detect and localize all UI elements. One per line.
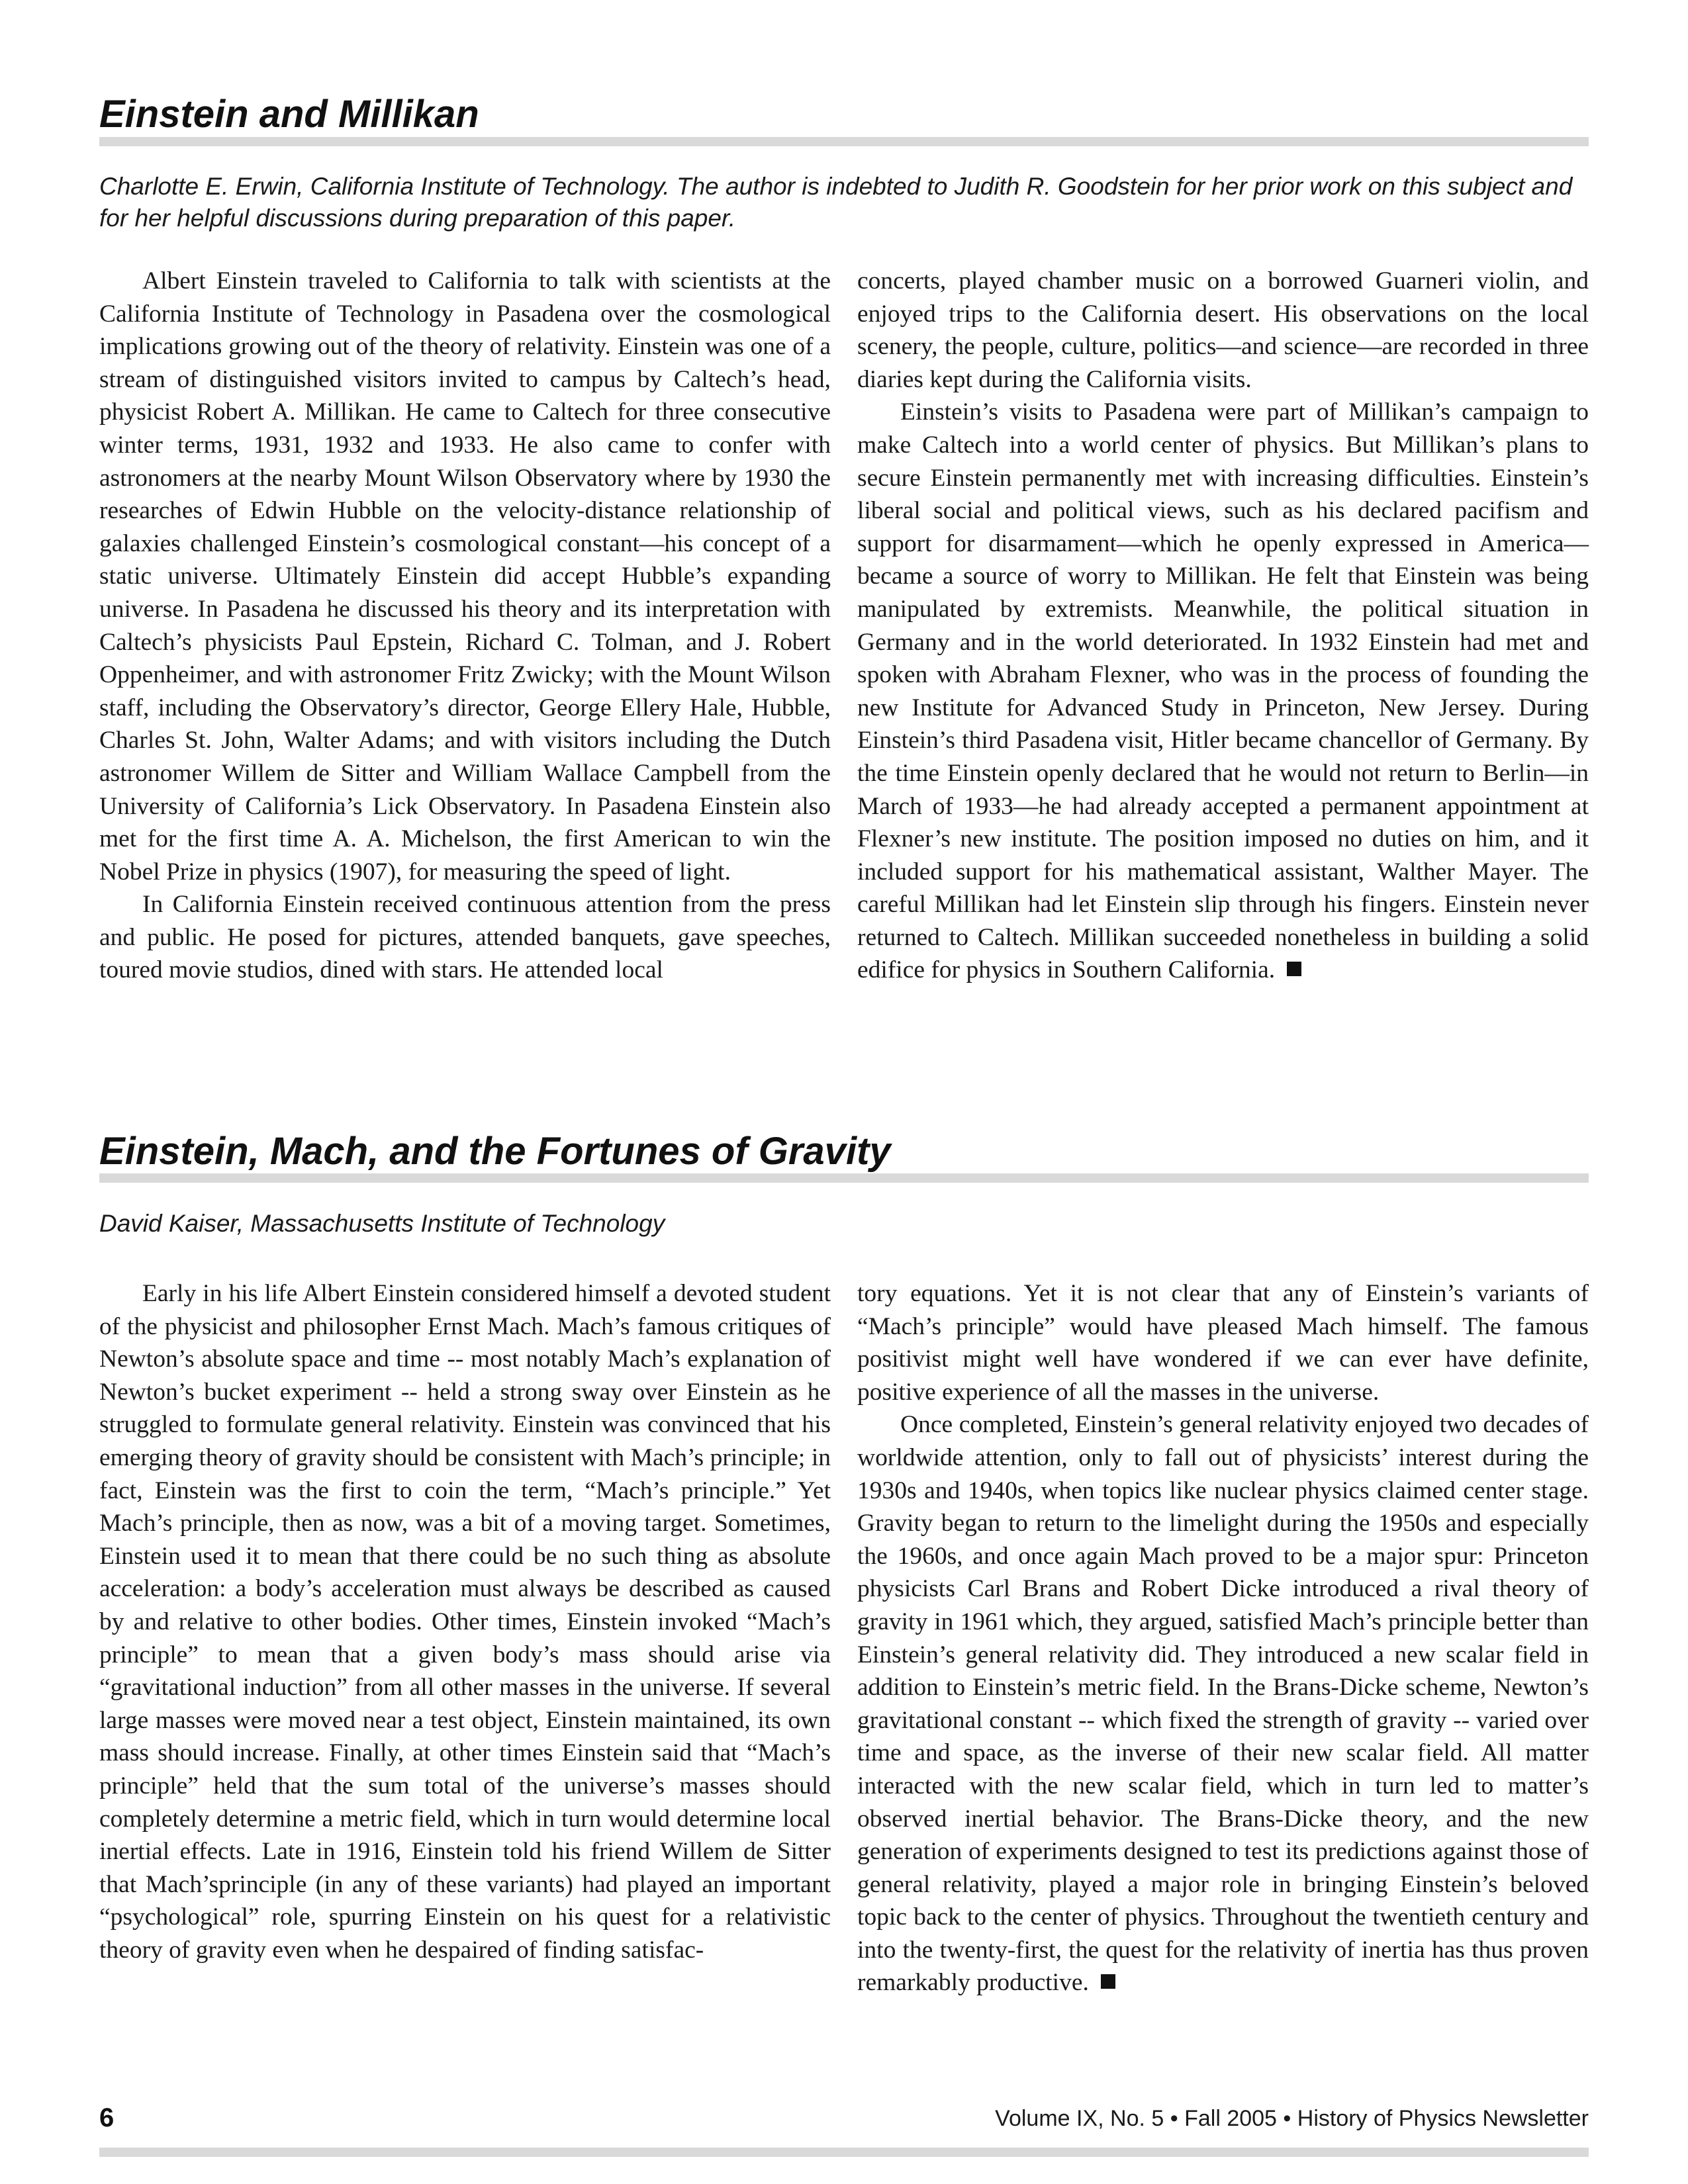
paragraph-last	[857, 1408, 1589, 1999]
article-title: Einstein, Mach, and the Fortunes of Gravity	[99, 1130, 891, 1173]
paragraph-text: Once completed, Einstein’s general relativity enjoyed two decades of worldwide attention, only to fall out of physicists’ interest during the 1930s and 1940s, when topics like nuclear physics claimed center stage. Gravity began to return to the limelight during the 1950s and especially the 1960s, and once again Mach proved to be a major spur: Princeton physicists Carl Brans and Robert Dicke introduced a rival theory of gravity in 1961 which, they argued, satisfied Mach’s principle better than Einstein’s general relativity did. They introduced a new scalar field in addition to Einstein’s metric field. In the Brans-Dicke scheme, Newton’s gravitational constant -- which fixed the strength of gravity -- varied over time and space, as the inverse of their new scalar field. All matter interacted with the new scalar field, which in turn led to matter’s observed inertial behavior. The Brans-Dicke theory, and the new generation of experiments designed to test its predictions against those of general relativity, played a major role in bringing Einstein’s beloved topic back to the center of physics. Throughout the twentieth century and into the twenty-first, the quest for the relativity of inertia has thus proven remarkably productive.	[857, 1411, 1589, 1997]
paragraph: In California Einstein received continuous attention from the press and public. He posed for pictures, attended banquets, gave speeches, toured movie studios, dined with stars. He attended local	[99, 891, 831, 984]
article-title: Einstein and Millikan	[99, 93, 479, 136]
article-byline: Charlotte E. Erwin, California Institute of Technology. The author is indebted to Judith R. Goodstein for her prior work on this subject and for her helpful discussions during preparation of this paper.	[99, 173, 1573, 232]
footer-rule	[99, 2148, 1589, 2157]
title-rule	[99, 137, 1589, 146]
paragraph: tory equations. Yet it is not clear that any of Einstein’s variants of “Mach’s principle” would have pleased Mach himself. The famous positivist might well have wondered if we can ever have definite, positive experience of all the masses in the universe.	[857, 1280, 1589, 1406]
end-of-article-mark	[1101, 1974, 1115, 1989]
article-left-column	[99, 265, 831, 987]
article-right-column	[857, 1277, 1589, 1999]
page-number: 6	[99, 2103, 115, 2132]
article-right-column	[857, 265, 1589, 987]
title-rule	[99, 1173, 1589, 1183]
paragraph: Albert Einstein traveled to California to talk with scientists at the California Institute of Technology in Pasadena over the cosmological implications growing out of the theory of relativity. Einstein was one of a stream of distinguished visitors invited to campus by Caltech’s head, physicist Robert A. Millikan. He came to Caltech for three consecutive winter terms, 1931, 1932 and 1933. He also came to confer with astronomers at the nearby Mount Wilson Observatory where by 1930 the researches of Edwin Hubble on the velocity-distance relationship of galaxies challenged Einstein’s cosmological constant—his concept of a static universe. Ultimately Einstein did accept Hubble’s expanding universe. In Pasadena he discussed his theory and its interpretation with Caltech’s physicists Paul Epstein, Richard C. Tolman, and J. Robert Oppenheimer, and with astronomer Fritz Zwicky; with the Mount Wilson staff, including the Observatory’s director, George Ellery Hale, Hubble, Charles St. John, Walter Adams; and with visitors including the Dutch astronomer Willem de Sitter and William Wallace Campbell from the University of California’s Lick Observatory. In Pasadena Einstein also met for the first time A. A. Michelson, the first American to win the Nobel Prize in physics (1907), for measuring the speed of light.	[99, 267, 831, 886]
end-of-article-mark	[1287, 962, 1301, 976]
article-byline: David Kaiser, Massachusetts Institute of Technology	[99, 1210, 665, 1237]
paragraph-last	[857, 396, 1589, 987]
footer-publication-info: Volume IX, No. 5 • Fall 2005 • History of Physics Newsletter	[995, 2106, 1589, 2131]
paragraph-text: Einstein’s visits to Pasadena were part of Millikan’s campaign to make Caltech into a world center of physics. But Millikan’s plans to secure Einstein permanently met with increasing difficulties. Einstein’s liberal social and political views, such as his declared pacifism and support for disarmament—which he openly expressed in America—became a source of worry to Millikan. He felt that Einstein was being manipulated by extremists. Meanwhile, the political situation in Germany and in the world deteriorated. In 1932 Einstein had met and spoken with Abraham Flexner, who was in the process of founding the new Institute for Advanced Study in Princeton, New Jersey. During Einstein’s third Pasadena visit, Hitler became chancellor of Germany. By the time Einstein openly declared that he would not return to Berlin—in March of 1933—he had already accepted a permanent appointment at Flexner’s new institute. The position imposed no duties on him, and it included support for his mathematical assistant, Walther Mayer. The careful Millikan had let Einstein slip through his fingers. Einstein never returned to Caltech. Millikan succeeded nonetheless in building a solid edifice for physics in Southern California.	[857, 398, 1589, 984]
paragraph: Early in his life Albert Einstein considered himself a devoted student of the physicist and philosopher Ernst Mach. Mach’s famous critiques of Newton’s absolute space and time -- most notably Mach’s explanation of Newton’s bucket experiment -- held a strong sway over Einstein as he struggled to formulate general relativity. Einstein was convinced that his emerging theory of gravity should be consistent with Mach’s principle; in fact, Einstein was the first to coin the term, “Mach’s principle.” Yet Mach’s principle, then as now, was a bit of a moving target. Sometimes, Einstein used it to mean that there could be no such thing as absolute acceleration: a body’s acceleration must always be described as caused by and relative to other bodies. Other times, Einstein invoked “Mach’s principle” to mean that a given body’s mass should arise via “gravitational induction” from all other masses in the universe. If several large masses were moved near a test object, Einstein maintained, its own mass should increase. Finally, at other times Einstein said that “Mach’s principle” held that the sum total of the universe’s masses should completely determine a metric field, which in turn would determine local inertial effects. Late in 1916, Einstein told his friend Willem de Sitter that Mach’sprinciple (in any of these variants) had played an important “psychological” role, spurring Einstein on his quest for a relativistic theory of gravity even when he despaired of finding satisfac-	[99, 1280, 831, 1964]
paragraph: concerts, played chamber music on a borrowed Guarneri violin, and enjoyed trips to the California desert. His observations on the local scenery, the people, culture, politics—and science—are recorded in three diaries kept during the California visits.	[857, 267, 1589, 393]
article-left-column	[99, 1277, 831, 1966]
